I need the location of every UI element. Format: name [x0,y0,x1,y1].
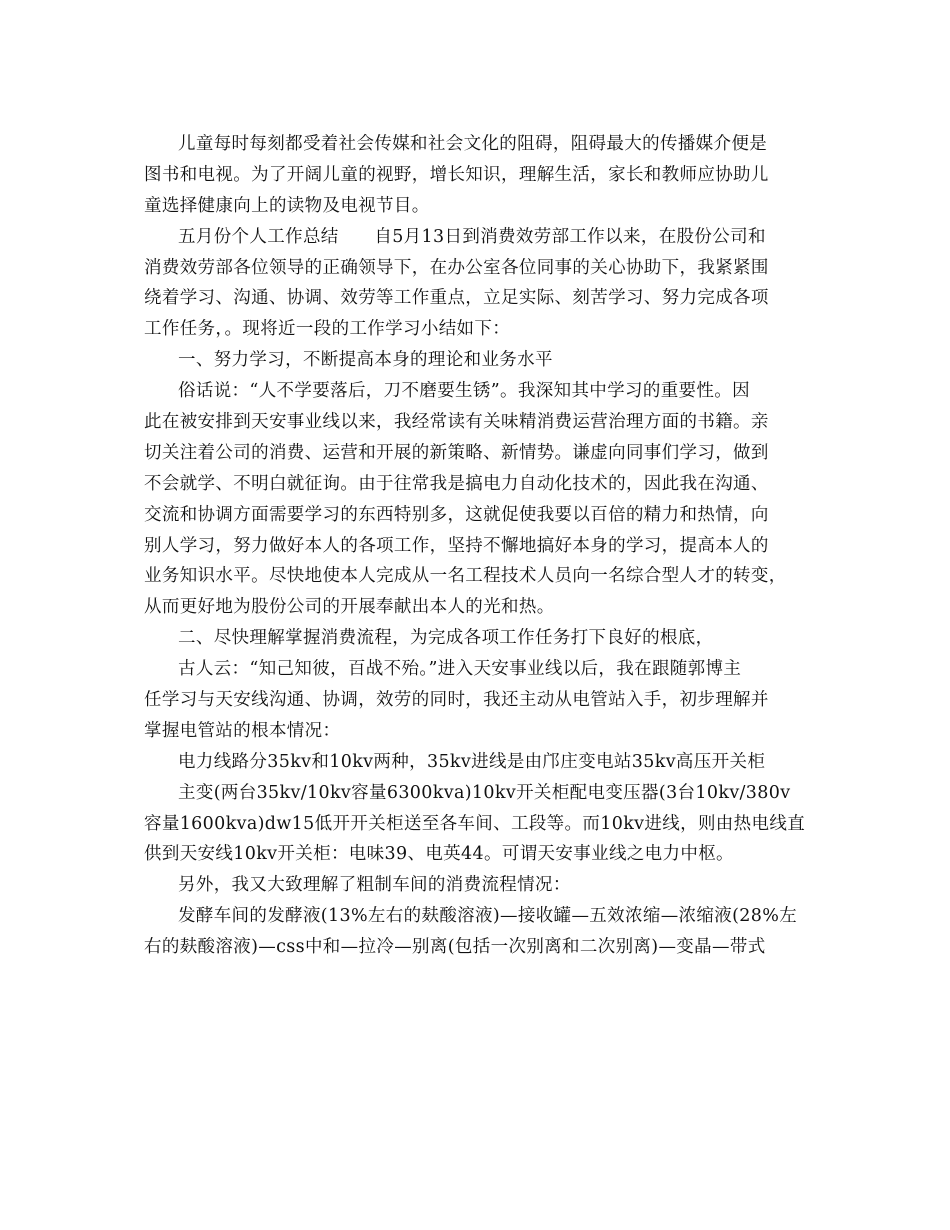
text-line: 消费效劳部各位领导的正确领导下，在办公室各位同事的关心协助下，我紧紧围 [144,257,769,278]
text-line: 图书和电视。为了开阔儿童的视野，增长知识，理解生活，家长和教师应协助儿 [144,164,769,185]
text-line: 电力线路分35kv和10kv两种，35kv进线是由邝庄变电站35kv高压开关柜 [178,751,766,772]
text-line: 工作任务，。现将近一段的工作学习小结如下： [144,319,511,340]
text-line: 业务知识水平。尽快地使本人完成从一名工程技术人员向一名综合型人才的转变， [144,566,787,587]
text-line: 此在被安排到天安事业线以来，我经常读有关味精消费运营治理方面的书籍。亲 [144,412,769,433]
text-line: 任学习与天安线沟通、协调，效劳的同时，我还主动从电管站入手，初步理解并 [144,690,769,711]
text-line: 主变(两台35kv/10kv容量6300kva)10kv开关柜配电变压器(3台10kv/380v [178,782,791,803]
text-line: 掌握电管站的根本情况： [144,720,341,741]
text-line: 交流和协调方面需要学习的东西特别多，这就促使我要以百倍的精力和热情，向 [144,504,769,525]
text-line: 切关注着公司的消费、运营和开展的新策略、新情势。谦虚向同事们学习，做到 [144,442,769,463]
text-line: 别人学习，努力做好本人的各项工作，坚持不懈地搞好本身的学习，提高本人的 [144,535,769,556]
text-line: 供到天安线10kv开关柜：电味39、电英44。可谓天安事业线之电力中枢。 [144,844,734,865]
text-line: 古人云：“知己知彼，百战不殆。”进入天安事业线以后，我在跟随郭博主 [178,659,742,680]
text-line: 不会就学、不明白就征询。由于往常我是搞电力自动化技术的，因此我在沟通、 [144,473,769,494]
text-line: 俗话说：“人不学要落后，刀不磨要生锈”。我深知其中学习的重要性。因 [178,381,750,402]
text-line: 绕着学习、沟通、协调、效劳等工作重点，立足实际、刻苦学习、努力完成各项 [144,288,769,309]
text-line: 右的麸酸溶液)—css中和—拉冷—别离(包括一次别离和二次别离)—变晶—带式 [144,937,766,958]
section-heading: 二、尽快理解掌握消费流程，为完成各项工作任务打下良好的根底， [178,628,714,649]
text-line: 从而更好地为股份公司的开展奉献出本人的光和热。 [144,597,555,618]
document-body [144,129,810,963]
text-line: 童选择健康向上的读物及电视节目。 [144,195,430,216]
section-heading: 一、努力学习，不断提高本身的理论和业务水平 [178,350,553,371]
text-line: 容量1600kva)dw15低开开关柜送至各车间、工段等。而10kv进线，则由热电线直 [144,813,806,834]
text-line: 五月份个人工作总结 自5月13日到消费效劳部工作以来，在股份公司和 [178,226,766,247]
text-line: 另外，我又大致理解了粗制车间的消费流程情况： [178,875,571,896]
text-line: 儿童每时每刻都受着社会传媒和社会文化的阻碍，阻碍最大的传播媒介便是 [178,134,768,154]
text-line: 发酵车间的发酵液(13%左右的麸酸溶液)—接收罐—五效浓缩—浓缩液(28%左 [178,906,798,927]
